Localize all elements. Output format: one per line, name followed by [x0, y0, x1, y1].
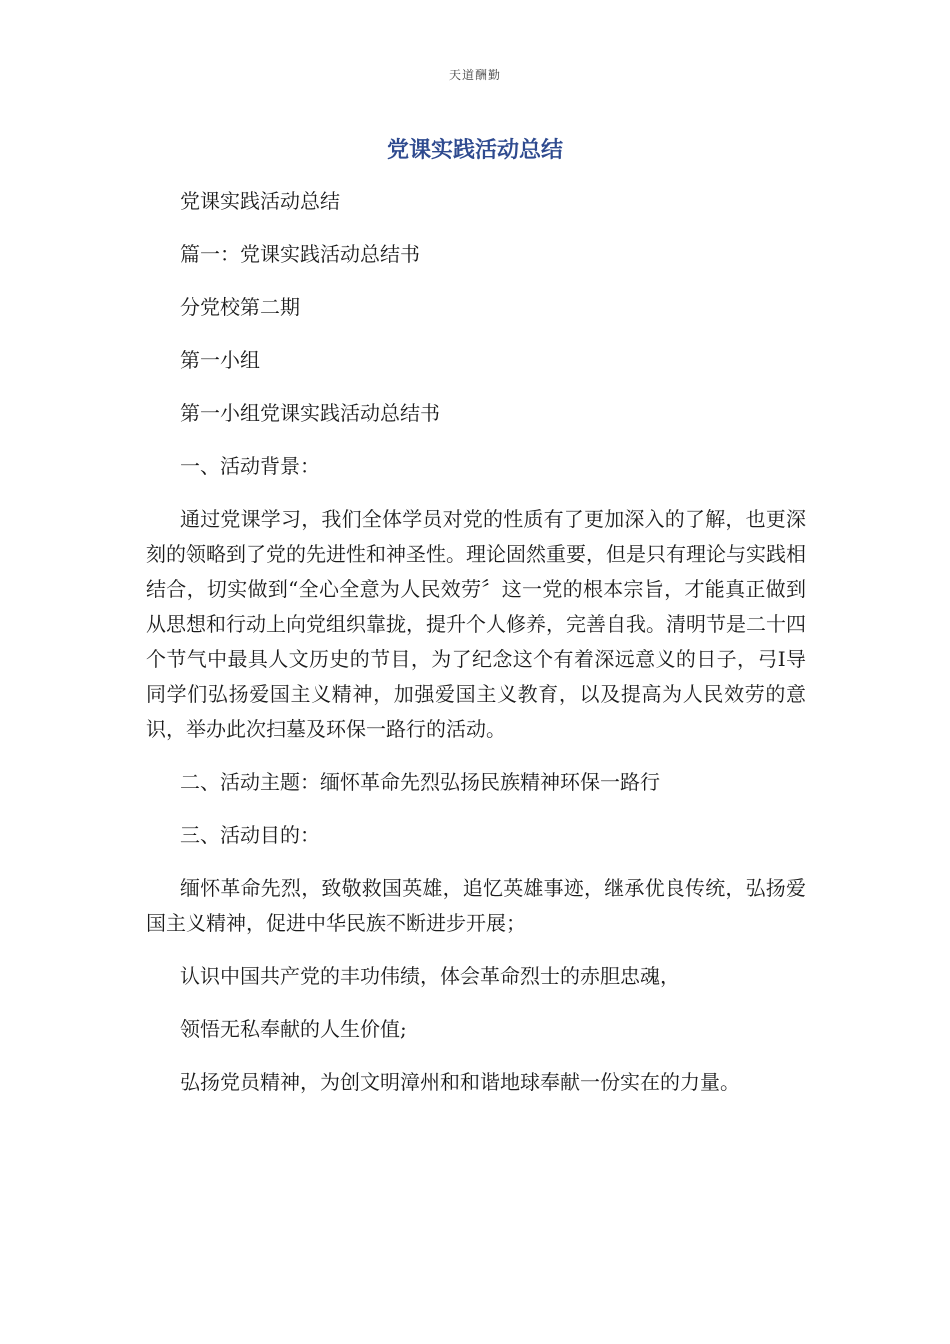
section-heading-theme: 二、活动主题：缅怀革命先烈弘扬民族精神环保一路行: [180, 770, 660, 794]
paragraph-group: 第一小组: [180, 348, 260, 372]
paragraph-branch-school: 分党校第二期: [180, 295, 300, 319]
paragraph-chapter-one: 篇一：党课实践活动总结书: [180, 242, 420, 266]
document-title: 党课实践活动总结: [386, 138, 563, 163]
paragraph-background-body: 通过党课学习，我们全体学员对党的性质有了更加深入的了解，也更深刻的领略到了党的先进性和神圣性。理论固然重要，但是只有理论与实践相结合，切实做到“全心全意为人民效劳〞这一党的根本宗旨，才能真正做到从思想和行动上向党组织靠拢，提升个人修养，完善自我。清明节是二十四个节气中最具人文历史的节目，为了纪念这个有着深远意义的日子，弓I导同学们弘扬爱国主义精神，加强爱国主义教育，以及提高为人民效劳的意识，举办此次扫墓及环保一路行的活动。: [146, 507, 806, 741]
paragraph-group-summary: 第一小组党课实践活动总结书: [180, 401, 440, 425]
section-heading-background: 一、活动背景：: [180, 454, 320, 478]
document-body: [146, 184, 806, 1118]
page-header: 天道酬勤: [448, 68, 501, 82]
paragraph-purpose-two: 认识中国共产党的丰功伟绩，体会革命烈士的赤胆忠魂，: [180, 964, 680, 988]
paragraph-purpose-one: 缅怀革命先烈，致敬救国英雄，追忆英雄事迹，继承优良传统，弘扬爱国主义精神，促进中华民族不断进步开展；: [146, 876, 806, 935]
section-heading-purpose: 三、活动目的：: [180, 823, 320, 847]
paragraph-purpose-four: 弘扬党员精神，为创文明漳州和和谐地球奉献一份实在的力量。: [180, 1070, 740, 1094]
paragraph-subtitle: 党课实践活动总结: [180, 189, 340, 213]
paragraph-purpose-three: 领悟无私奉献的人生价值;: [180, 1017, 407, 1041]
